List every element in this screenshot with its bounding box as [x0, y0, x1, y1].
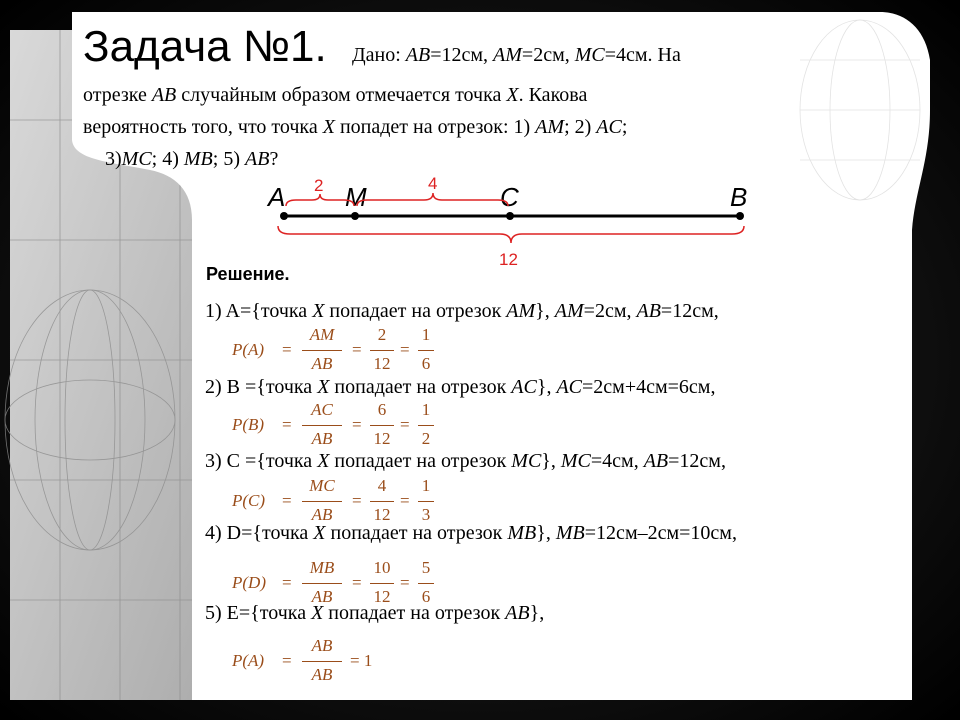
- point: X: [311, 602, 324, 624]
- fraction-bar: [302, 661, 342, 662]
- fraction-bar: [370, 425, 394, 426]
- fraction-bar: [418, 501, 434, 502]
- formula-den: AB: [311, 665, 333, 684]
- seg: MB: [555, 522, 585, 544]
- formula-eq: =: [400, 573, 410, 592]
- text: попадает на отрезок: [324, 300, 507, 322]
- text: вероятность того, что точка: [83, 116, 323, 138]
- formula-p-b: [232, 400, 442, 452]
- formula-den: AB: [311, 587, 333, 606]
- text: 3): [105, 148, 122, 170]
- text: },: [529, 602, 545, 624]
- formula-eq: =: [400, 340, 410, 359]
- formula-eq: =: [282, 415, 292, 434]
- point-label-m: M: [345, 182, 367, 212]
- seg: AB: [505, 602, 530, 624]
- brace-mc: [357, 193, 508, 206]
- text: 2) B ={точка: [205, 376, 318, 398]
- formula-num: MC: [309, 476, 335, 495]
- formula-p-a: [232, 325, 442, 377]
- formula-eq: =: [282, 491, 292, 510]
- fraction-bar: [370, 350, 394, 351]
- val-ab: =12см,: [430, 44, 494, 66]
- point: X: [313, 522, 326, 544]
- point-a-dot: [280, 212, 288, 220]
- length-mc: 4: [428, 174, 438, 193]
- text: =12см,: [660, 300, 719, 322]
- formula-p-c: [232, 476, 442, 528]
- formula-lhs: P(A): [232, 651, 265, 670]
- formula-den: 6: [421, 587, 431, 606]
- formula-den: 12: [373, 354, 391, 373]
- seg: AM: [506, 300, 536, 322]
- formula-den: 2: [421, 429, 431, 448]
- formula-num: 5: [421, 558, 431, 577]
- formula-eq: =: [282, 340, 292, 359]
- point: X: [317, 376, 330, 398]
- formula-eq: =: [400, 491, 410, 510]
- text: попадает на отрезок: [329, 376, 512, 398]
- formula-num: 1: [421, 325, 431, 344]
- formula-num: 2: [377, 325, 387, 344]
- formula-lhs: P(C): [232, 491, 266, 510]
- seg: AB: [151, 84, 177, 106]
- text: случайным образом отмечается точка: [176, 84, 507, 106]
- seg: AB: [636, 300, 661, 322]
- point: X: [312, 300, 325, 322]
- formula-num: MB: [309, 558, 335, 577]
- formula-lhs: P(D): [232, 573, 266, 592]
- fraction-bar: [418, 350, 434, 351]
- formula-eq: =: [352, 340, 362, 359]
- text: 3) C ={точка: [205, 450, 318, 472]
- formula-den: AB: [311, 429, 333, 448]
- length-am: 2: [314, 176, 324, 195]
- text: 4) D={точка: [205, 522, 314, 544]
- formula-num: AB: [311, 636, 333, 655]
- text: },: [536, 522, 556, 544]
- formula-lhs: P(A): [232, 340, 265, 359]
- text: =4см,: [590, 450, 644, 472]
- formula-eq: =: [282, 573, 292, 592]
- solution-item-1: [205, 300, 719, 323]
- text: },: [541, 450, 561, 472]
- formula-den: 3: [421, 505, 431, 524]
- fraction-bar: [302, 583, 342, 584]
- seg: AC: [556, 376, 583, 398]
- seg: MC: [560, 450, 591, 472]
- fraction-bar: [418, 425, 434, 426]
- seg-mc: MC: [574, 44, 605, 66]
- solution-item-3: [205, 450, 726, 473]
- text: =12см–2см=10см,: [584, 522, 737, 544]
- text: 1) A={точка: [205, 300, 313, 322]
- seg: MC: [511, 450, 542, 472]
- text: =2см,: [583, 300, 637, 322]
- formula-num: 4: [377, 476, 387, 495]
- point-label-b: B: [730, 182, 748, 212]
- point: X: [506, 84, 519, 106]
- point: X: [322, 116, 335, 138]
- formula-den: 12: [373, 587, 391, 606]
- formula-den: 12: [373, 429, 391, 448]
- formula-eq: =: [352, 573, 362, 592]
- formula-lhs: P(B): [232, 415, 265, 434]
- seg: AC: [596, 116, 622, 138]
- formula-eq: =: [352, 415, 362, 434]
- text: },: [536, 376, 557, 398]
- point-c-dot: [506, 212, 514, 220]
- val-am: =2см,: [521, 44, 575, 66]
- seg: AB: [643, 450, 669, 472]
- text: отрезке: [83, 84, 152, 106]
- val-mc: =4см: [604, 44, 648, 66]
- point: X: [317, 450, 330, 472]
- text: ; 2): [564, 116, 597, 138]
- seg: AM: [554, 300, 584, 322]
- text: },: [535, 300, 555, 322]
- fraction-bar: [302, 425, 342, 426]
- text: =12см,: [668, 450, 726, 472]
- text: ?: [269, 148, 279, 170]
- point-m-dot: [351, 212, 359, 220]
- formula-den: 6: [421, 354, 431, 373]
- formula-num: 10: [373, 558, 391, 577]
- formula-eq: =: [400, 415, 410, 434]
- formula-p-d: [232, 558, 442, 610]
- given-tail: . На: [647, 44, 681, 66]
- task-title: Задача №1.: [83, 22, 327, 71]
- length-ab: 12: [499, 250, 518, 269]
- solution-heading: Решение.: [206, 264, 290, 284]
- seg: MC: [121, 148, 152, 170]
- seg-am: AM: [493, 44, 522, 66]
- fraction-bar: [302, 501, 342, 502]
- brace-ab: [278, 226, 744, 243]
- given-prefix: Дано:: [352, 44, 406, 66]
- formula-num: 1: [421, 476, 431, 495]
- point-label-c: C: [500, 182, 519, 212]
- seg: AM: [535, 116, 565, 138]
- text: =2см+4см=6см,: [582, 376, 716, 398]
- formula-den: AB: [311, 505, 333, 524]
- text: ; 4): [151, 148, 184, 170]
- seg: MB: [183, 148, 213, 170]
- brace-am: [286, 194, 354, 206]
- formula-num: AM: [309, 325, 335, 344]
- fraction-bar: [370, 501, 394, 502]
- formula-p-e: [232, 636, 402, 688]
- seg: AC: [511, 376, 537, 398]
- fraction-bar: [418, 583, 434, 584]
- text: попадает на отрезок: [325, 522, 508, 544]
- formula-eq: =: [352, 491, 362, 510]
- solution-item-2: [205, 376, 715, 399]
- point-label-a: A: [268, 182, 286, 212]
- text: 5) E={точка: [205, 602, 312, 624]
- formula-result: = 1: [350, 651, 373, 670]
- fraction-bar: [370, 583, 394, 584]
- text: попадает на отрезок: [329, 450, 512, 472]
- text: ;: [621, 116, 628, 138]
- seg-ab: AB: [405, 44, 431, 66]
- text: попадет на отрезок: 1): [334, 116, 536, 138]
- text: ; 5): [212, 148, 245, 170]
- seg: AB: [245, 148, 270, 170]
- text: . Какова: [518, 84, 588, 106]
- fraction-bar: [302, 350, 342, 351]
- formula-num: 1: [421, 400, 431, 419]
- formula-den: 12: [373, 505, 391, 524]
- text: попадает на отрезок: [323, 602, 506, 624]
- point-b-dot: [736, 212, 744, 220]
- seg: MB: [507, 522, 537, 544]
- formula-den: AB: [311, 354, 333, 373]
- formula-num: AC: [311, 400, 333, 419]
- formula-eq: =: [282, 651, 292, 670]
- formula-num: 6: [377, 400, 387, 419]
